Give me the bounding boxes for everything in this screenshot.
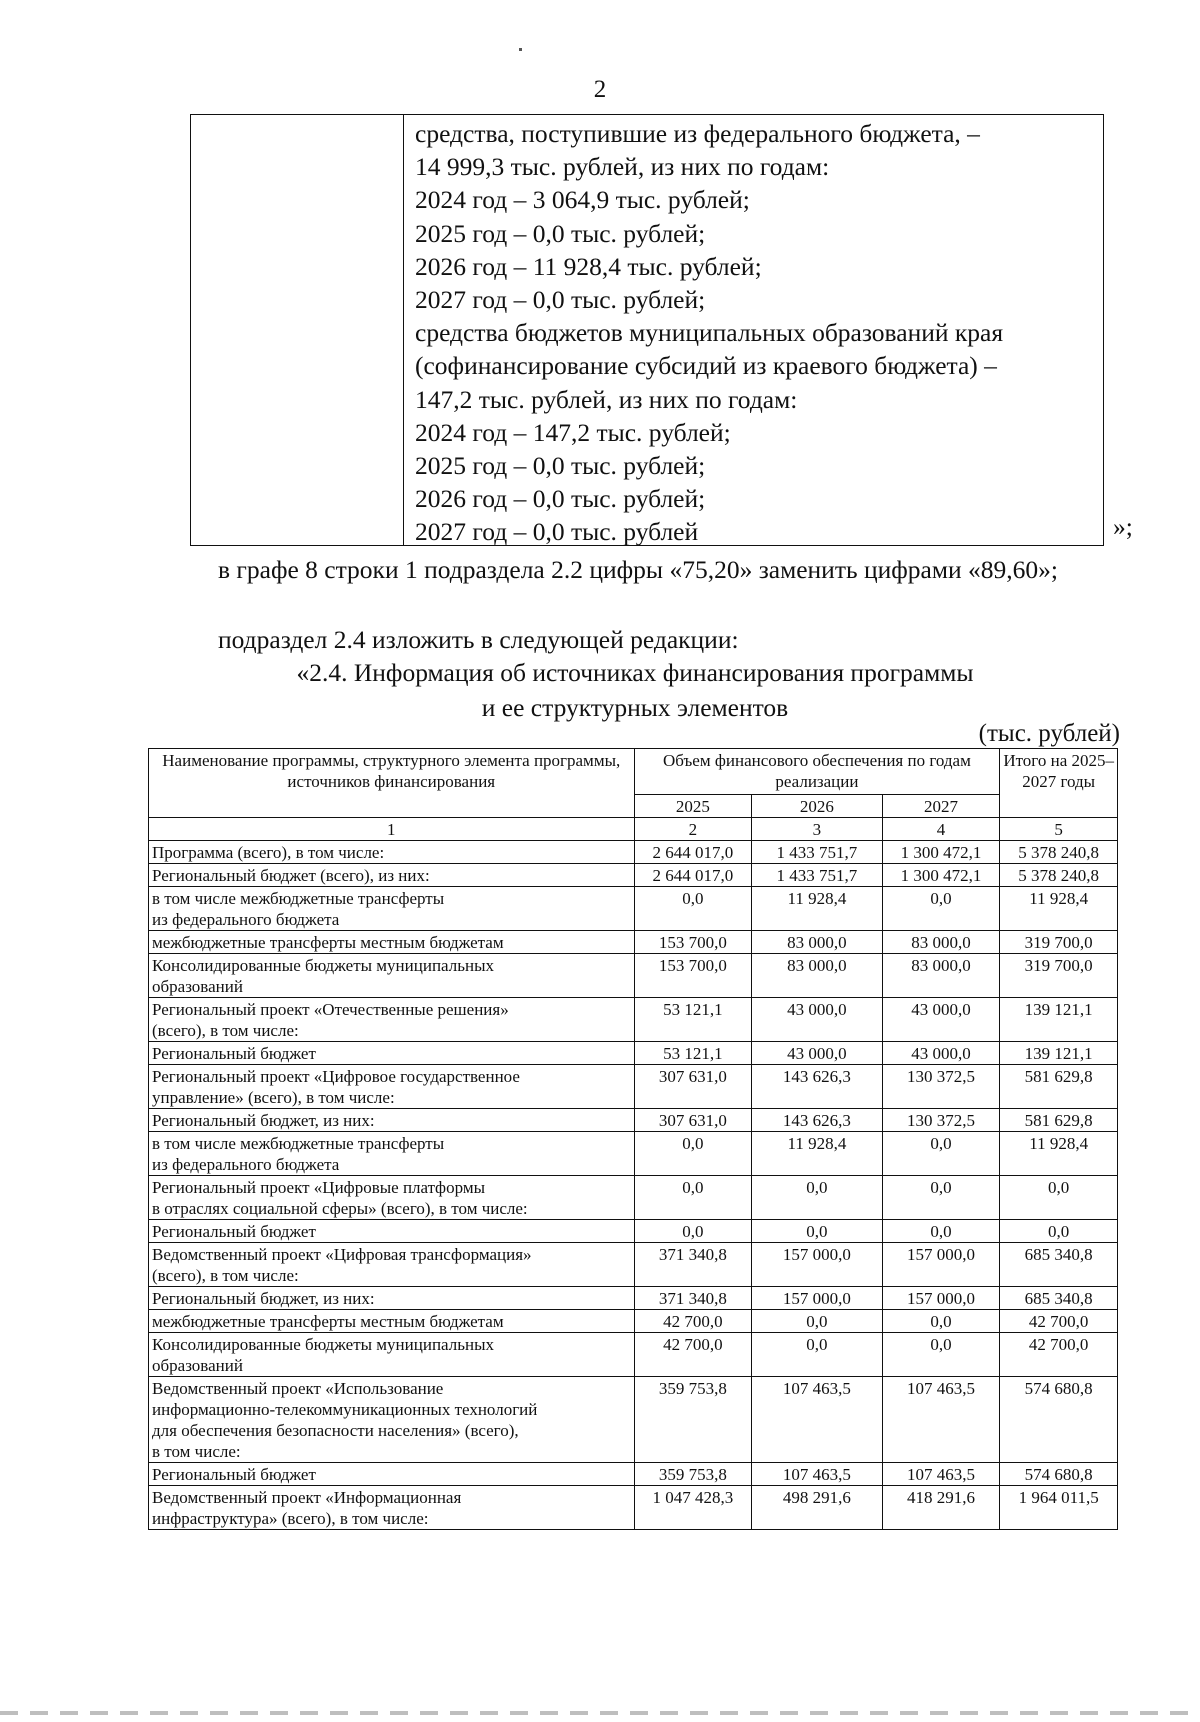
- table-row: [149, 1065, 1118, 1109]
- row-value-2027: [882, 1486, 1000, 1530]
- row-value-2026: [752, 841, 882, 864]
- row-name-cell: [149, 998, 635, 1042]
- cell-line: 319 700,0: [1024, 956, 1093, 975]
- row-value-2025: [634, 1310, 752, 1333]
- table-row: [149, 1220, 1118, 1243]
- cell-line: 107 463,5: [782, 1465, 851, 1484]
- header-year-2025: 2025: [634, 795, 752, 818]
- continuation-line: 2026 год – 0,0 тыс. рублей;: [415, 484, 706, 514]
- row-value-2026: [752, 1486, 882, 1530]
- row-value-2025: [634, 1486, 752, 1530]
- unit-label: (тыс. рублей): [978, 720, 1120, 747]
- cell-line: в том числе межбюджетные трансферты: [152, 1134, 445, 1153]
- table-row: [149, 1287, 1118, 1310]
- row-value-2025: [634, 841, 752, 864]
- table-row: [149, 1333, 1118, 1377]
- cell-line: в отраслях социальной сферы» (всего), в том числе:: [152, 1199, 528, 1218]
- row-value-total: [1000, 1243, 1118, 1287]
- row-value-total: [1000, 1333, 1118, 1377]
- row-value-total: [1000, 931, 1118, 954]
- row-value-2026: [752, 887, 882, 931]
- cell-line: 0,0: [930, 1134, 952, 1153]
- row-value-2027: [882, 1287, 1000, 1310]
- row-value-2027: [882, 1132, 1000, 1176]
- row-value-2025: [634, 1377, 752, 1463]
- cell-line: Региональный проект «Цифровые платформы: [152, 1178, 485, 1197]
- row-value-total: [1000, 864, 1118, 887]
- cell-line: 307 631,0: [658, 1067, 727, 1086]
- row-value-2025: [634, 998, 752, 1042]
- column-number-2: 2: [634, 818, 752, 841]
- amendment-paragraph-2: подраздел 2.4 изложить в следующей редакции:: [218, 625, 739, 654]
- row-value-2026: [752, 1287, 882, 1310]
- scan-speck: [519, 48, 522, 51]
- cell-line: 0,0: [930, 889, 952, 908]
- row-value-2026: [752, 1377, 882, 1463]
- continuation-box-divider: [403, 115, 404, 545]
- continuation-line: 2025 год – 0,0 тыс. рублей;: [415, 450, 706, 480]
- cell-line: 130 372,5: [906, 1111, 975, 1130]
- row-value-2027: [882, 998, 1000, 1042]
- cell-line: Программа (всего), в том числе:: [152, 843, 385, 862]
- cell-line: 153 700,0: [658, 933, 727, 952]
- table-row: [149, 1463, 1118, 1486]
- page-number: 2: [593, 76, 607, 103]
- row-value-total: [1000, 998, 1118, 1042]
- cell-line: информационно-телекоммуникационных технологий: [152, 1400, 538, 1419]
- cell-line: из федерального бюджета: [152, 910, 340, 929]
- cell-line: инфраструктура» (всего), в том числе:: [152, 1509, 429, 1528]
- table-row: [149, 998, 1118, 1042]
- row-name-cell: [149, 1463, 635, 1486]
- table-header-row: [149, 749, 1118, 795]
- cell-line: 130 372,5: [906, 1067, 975, 1086]
- row-value-2027: [882, 1377, 1000, 1463]
- column-number-3: 3: [752, 818, 882, 841]
- cell-line: 1 433 751,7: [776, 843, 858, 862]
- row-value-2027: [882, 1463, 1000, 1486]
- cell-line: 307 631,0: [658, 1111, 727, 1130]
- cell-line: 53 121,1: [663, 1044, 723, 1063]
- row-name-cell: [149, 1310, 635, 1333]
- table-row: [149, 841, 1118, 864]
- cell-line: 157 000,0: [782, 1289, 851, 1308]
- cell-line: 83 000,0: [911, 933, 971, 952]
- column-number-row: [149, 818, 1118, 841]
- row-value-total: [1000, 1486, 1118, 1530]
- cell-line: 0,0: [930, 1312, 952, 1331]
- column-number-5: 5: [1000, 818, 1118, 841]
- table-row: [149, 1310, 1118, 1333]
- cell-line: 359 753,8: [658, 1379, 727, 1398]
- cell-line: 43 000,0: [911, 1000, 971, 1019]
- section-heading-line-2: и ее структурных элементов: [481, 693, 789, 722]
- row-name-cell: [149, 1333, 635, 1377]
- row-value-2027: [882, 841, 1000, 864]
- row-value-2027: [882, 1243, 1000, 1287]
- row-value-2027: [882, 954, 1000, 998]
- cell-line: Региональный бюджет: [152, 1465, 316, 1484]
- row-value-2027: [882, 1310, 1000, 1333]
- cell-line: 107 463,5: [782, 1379, 851, 1398]
- row-name-cell: [149, 954, 635, 998]
- row-value-total: [1000, 954, 1118, 998]
- cell-line: 2 644 017,0: [652, 843, 734, 862]
- table-row: [149, 1486, 1118, 1530]
- cell-line: 1 300 472,1: [900, 843, 982, 862]
- row-name-cell: [149, 1220, 635, 1243]
- table-row: [149, 1377, 1118, 1463]
- cell-line: 83 000,0: [911, 956, 971, 975]
- row-value-2025: [634, 954, 752, 998]
- row-value-2025: [634, 1243, 752, 1287]
- table-row: [149, 1176, 1118, 1220]
- section-heading: [152, 655, 1118, 725]
- row-value-2026: [752, 1310, 882, 1333]
- cell-line: 43 000,0: [911, 1044, 971, 1063]
- cell-line: 139 121,1: [1024, 1044, 1093, 1063]
- cell-line: 157 000,0: [906, 1245, 975, 1264]
- cell-line: 498 291,6: [782, 1488, 851, 1507]
- funding-table: [148, 748, 1118, 1530]
- row-value-2025: [634, 1220, 752, 1243]
- header-volume: Объем финансового обеспечения по годам реализации: [634, 749, 1000, 795]
- continuation-box: [190, 114, 1104, 546]
- row-value-2025: [634, 1463, 752, 1486]
- row-value-2026: [752, 1243, 882, 1287]
- row-value-total: [1000, 1287, 1118, 1310]
- row-name-cell: [149, 931, 635, 954]
- table-row: [149, 1132, 1118, 1176]
- continuation-line: 2027 год – 0,0 тыс. рублей;: [415, 284, 706, 314]
- cell-line: в том числе:: [152, 1442, 241, 1461]
- row-value-total: [1000, 1042, 1118, 1065]
- cell-line: 0,0: [1048, 1178, 1070, 1197]
- cell-line: 0,0: [1048, 1222, 1070, 1241]
- row-value-total: [1000, 841, 1118, 864]
- cell-line: межбюджетные трансферты местным бюджетам: [152, 933, 504, 952]
- row-value-2027: [882, 1220, 1000, 1243]
- row-value-2027: [882, 864, 1000, 887]
- cell-line: (всего), в том числе:: [152, 1021, 299, 1040]
- continuation-line: (софинансирование субсидий из краевого бюджета) –: [415, 351, 997, 381]
- cell-line: 143 626,3: [782, 1067, 851, 1086]
- row-value-2027: [882, 887, 1000, 931]
- row-value-2026: [752, 1220, 882, 1243]
- row-value-2027: [882, 1176, 1000, 1220]
- row-value-2026: [752, 1132, 882, 1176]
- row-value-2027: [882, 931, 1000, 954]
- row-value-2027: [882, 1065, 1000, 1109]
- continuation-closing-quote: »;: [1113, 512, 1133, 541]
- cell-line: 319 700,0: [1024, 933, 1093, 952]
- row-value-2026: [752, 1065, 882, 1109]
- row-value-2025: [634, 1287, 752, 1310]
- table-row: [149, 1109, 1118, 1132]
- continuation-line: 2026 год – 11 928,4 тыс. рублей;: [415, 251, 762, 281]
- cell-line: 574 680,8: [1024, 1465, 1093, 1484]
- cell-line: 11 928,4: [1029, 1134, 1089, 1153]
- cell-line: 0,0: [682, 889, 704, 908]
- row-value-2025: [634, 864, 752, 887]
- cell-line: 43 000,0: [787, 1000, 847, 1019]
- row-value-2025: [634, 1042, 752, 1065]
- row-name-cell: [149, 1486, 635, 1530]
- continuation-line: средства, поступившие из федерального бюджета, –: [415, 119, 980, 148]
- cell-line: 581 629,8: [1024, 1111, 1093, 1130]
- row-value-total: [1000, 1377, 1118, 1463]
- cell-line: 0,0: [930, 1178, 952, 1197]
- cell-line: из федерального бюджета: [152, 1155, 340, 1174]
- cell-line: управление» (всего), в том числе:: [152, 1088, 395, 1107]
- continuation-line: 2027 год – 0,0 тыс. рублей: [415, 517, 699, 547]
- cell-line: в том числе межбюджетные трансферты: [152, 889, 445, 908]
- row-value-2026: [752, 1176, 882, 1220]
- cell-line: для обеспечения безопасности населения» (всего),: [152, 1421, 519, 1440]
- cell-line: Консолидированные бюджеты муниципальных: [152, 956, 495, 975]
- cell-line: 83 000,0: [787, 933, 847, 952]
- section-heading-line-1: «2.4. Информация об источниках финансирования программы: [296, 658, 974, 687]
- row-name-cell: [149, 1065, 635, 1109]
- cell-line: 2 644 017,0: [652, 866, 734, 885]
- cell-line: 0,0: [806, 1335, 828, 1354]
- cell-line: 83 000,0: [787, 956, 847, 975]
- amendment-paragraph-1: в графе 8 строки 1 подраздела 2.2 цифры «75,20» заменить цифрами «89,60»;: [218, 555, 1058, 584]
- table-row: [149, 887, 1118, 931]
- cell-line: 0,0: [682, 1134, 704, 1153]
- row-value-total: [1000, 1310, 1118, 1333]
- row-value-2025: [634, 1132, 752, 1176]
- cell-line: Ведомственный проект «Использование: [152, 1379, 444, 1398]
- cell-line: Консолидированные бюджеты муниципальных: [152, 1335, 495, 1354]
- row-value-2027: [882, 1109, 1000, 1132]
- cell-line: 685 340,8: [1024, 1245, 1093, 1264]
- header-year-2027: 2027: [882, 795, 1000, 818]
- cell-line: Региональный бюджет, из них:: [152, 1111, 375, 1130]
- cell-line: 107 463,5: [906, 1465, 975, 1484]
- table-row: [149, 1042, 1118, 1065]
- row-value-2026: [752, 954, 882, 998]
- continuation-line: 147,2 тыс. рублей, из них по годам:: [415, 384, 798, 414]
- cell-line: 0,0: [806, 1312, 828, 1331]
- cell-line: 11 928,4: [787, 889, 847, 908]
- cell-line: межбюджетные трансферты местным бюджетам: [152, 1312, 504, 1331]
- row-name-cell: [149, 1042, 635, 1065]
- cell-line: образований: [152, 977, 243, 996]
- row-value-2026: [752, 1042, 882, 1065]
- row-value-total: [1000, 1176, 1118, 1220]
- row-value-2026: [752, 1109, 882, 1132]
- cell-line: 153 700,0: [658, 956, 727, 975]
- cell-line: Региональный бюджет: [152, 1044, 316, 1063]
- cell-line: 581 629,8: [1024, 1067, 1093, 1086]
- cell-line: 157 000,0: [906, 1289, 975, 1308]
- continuation-line: 14 999,3 тыс. рублей, из них по годам:: [415, 152, 830, 182]
- row-value-2025: [634, 887, 752, 931]
- cell-line: Ведомственный проект «Цифровая трансформация»: [152, 1245, 532, 1264]
- cell-line: 0,0: [930, 1335, 952, 1354]
- cell-line: 1 300 472,1: [900, 866, 982, 885]
- row-name-cell: [149, 887, 635, 931]
- continuation-line: 2025 год – 0,0 тыс. рублей;: [415, 218, 706, 248]
- cell-line: 1 047 428,3: [652, 1488, 734, 1507]
- cell-line: 1 964 011,5: [1018, 1488, 1099, 1507]
- cell-line: 574 680,8: [1024, 1379, 1093, 1398]
- cell-line: 42 700,0: [663, 1335, 723, 1354]
- row-name-cell: [149, 1109, 635, 1132]
- row-value-total: [1000, 887, 1118, 931]
- row-value-2027: [882, 1333, 1000, 1377]
- continuation-lines: [415, 117, 1095, 548]
- column-number-4: 4: [882, 818, 1000, 841]
- cell-line: 11 928,4: [1029, 889, 1089, 908]
- cell-line: 5 378 240,8: [1018, 866, 1100, 885]
- cell-line: 0,0: [806, 1178, 828, 1197]
- cell-line: 53 121,1: [663, 1000, 723, 1019]
- cell-line: 5 378 240,8: [1018, 843, 1100, 862]
- cell-line: Региональный проект «Отечественные решения»: [152, 1000, 509, 1019]
- row-name-cell: [149, 841, 635, 864]
- cell-line: образований: [152, 1356, 243, 1375]
- continuation-line: средства бюджетов муниципальных образований края: [415, 318, 1004, 348]
- cell-line: 42 700,0: [1028, 1335, 1089, 1354]
- row-value-2026: [752, 1463, 882, 1486]
- cell-line: 0,0: [682, 1222, 704, 1241]
- row-value-2025: [634, 1176, 752, 1220]
- cell-line: 42 700,0: [1028, 1312, 1089, 1331]
- cell-line: 43 000,0: [787, 1044, 847, 1063]
- table-row: [149, 1243, 1118, 1287]
- row-value-2027: [882, 1042, 1000, 1065]
- cell-line: 685 340,8: [1024, 1289, 1093, 1308]
- continuation-line: 2024 год – 3 064,9 тыс. рублей;: [415, 185, 750, 215]
- header-name: Наименование программы, структурного элемента программы, источников финансирования: [149, 749, 635, 818]
- cell-line: Ведомственный проект «Информационная: [152, 1488, 462, 1507]
- cell-line: (всего), в том числе:: [152, 1266, 299, 1285]
- row-name-cell: [149, 1176, 635, 1220]
- continuation-line: 2024 год – 147,2 тыс. рублей;: [415, 417, 731, 447]
- cell-line: Региональный бюджет (всего), из них:: [152, 866, 430, 885]
- row-name-cell: [149, 864, 635, 887]
- cell-line: Региональный бюджет: [152, 1222, 316, 1241]
- header-year-2026: 2026: [752, 795, 882, 818]
- row-value-2026: [752, 998, 882, 1042]
- cell-line: 1 433 751,7: [776, 866, 858, 885]
- header-total: Итого на 2025–2027 годы: [1000, 749, 1118, 818]
- row-value-total: [1000, 1132, 1118, 1176]
- table-row: [149, 954, 1118, 998]
- row-value-2025: [634, 1109, 752, 1132]
- row-name-cell: [149, 1377, 635, 1463]
- cell-line: 139 121,1: [1024, 1000, 1093, 1019]
- cell-line: 0,0: [806, 1222, 828, 1241]
- row-value-total: [1000, 1109, 1118, 1132]
- cell-line: 11 928,4: [787, 1134, 847, 1153]
- cell-line: 107 463,5: [906, 1379, 975, 1398]
- cell-line: 371 340,8: [658, 1245, 727, 1264]
- cell-line: 157 000,0: [782, 1245, 851, 1264]
- cell-line: 143 626,3: [782, 1111, 851, 1130]
- cell-line: 371 340,8: [658, 1289, 727, 1308]
- column-number-1: 1: [149, 818, 635, 841]
- row-value-total: [1000, 1463, 1118, 1486]
- row-value-total: [1000, 1220, 1118, 1243]
- scan-edge-strip: [0, 1711, 1200, 1715]
- row-name-cell: [149, 1287, 635, 1310]
- row-name-cell: [149, 1132, 635, 1176]
- cell-line: 0,0: [682, 1178, 704, 1197]
- table-row: [149, 931, 1118, 954]
- cell-line: Региональный проект «Цифровое государственное: [152, 1067, 520, 1086]
- table-row: [149, 864, 1118, 887]
- row-value-2026: [752, 864, 882, 887]
- row-value-total: [1000, 1065, 1118, 1109]
- row-value-2025: [634, 931, 752, 954]
- row-value-2025: [634, 1065, 752, 1109]
- row-value-2026: [752, 1333, 882, 1377]
- row-value-2025: [634, 1333, 752, 1377]
- cell-line: 42 700,0: [663, 1312, 723, 1331]
- cell-line: 0,0: [930, 1222, 952, 1241]
- row-value-2026: [752, 931, 882, 954]
- cell-line: Региональный бюджет, из них:: [152, 1289, 375, 1308]
- cell-line: 359 753,8: [658, 1465, 727, 1484]
- row-name-cell: [149, 1243, 635, 1287]
- cell-line: 418 291,6: [906, 1488, 975, 1507]
